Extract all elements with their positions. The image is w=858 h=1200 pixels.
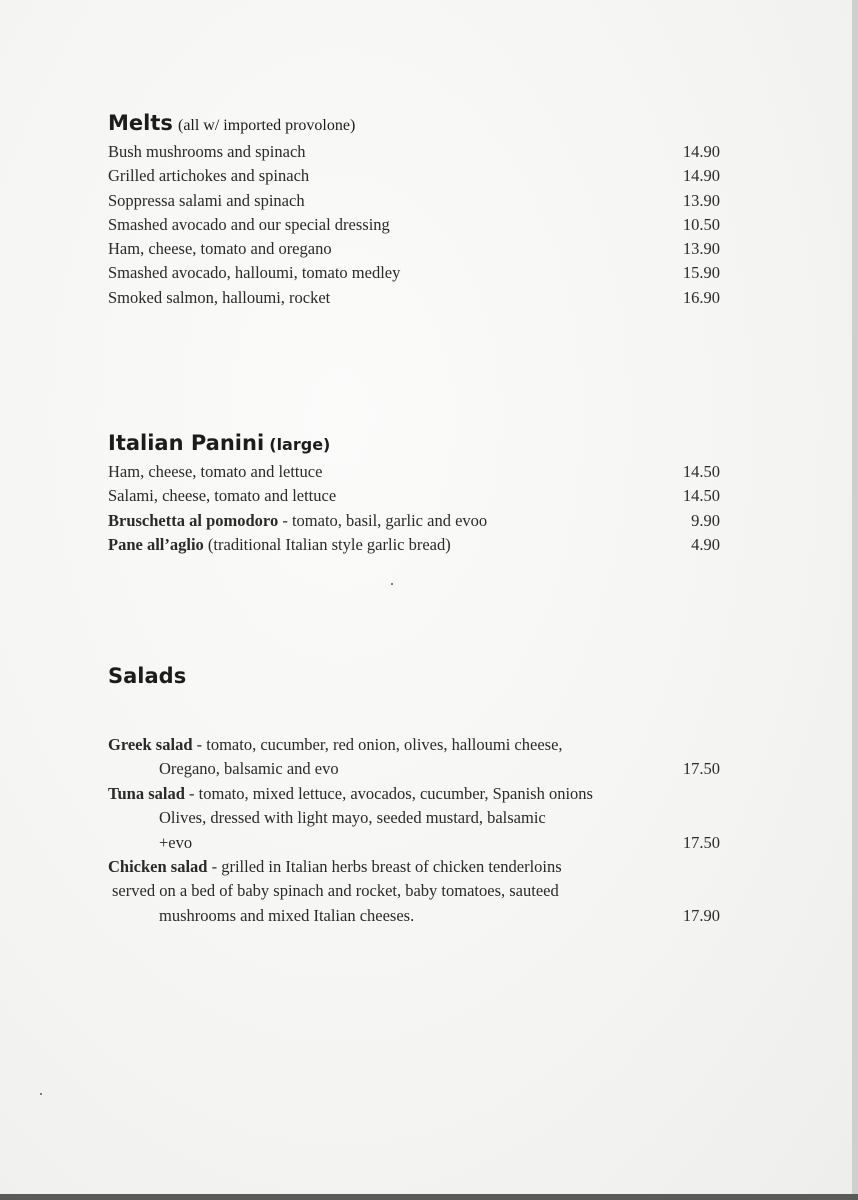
salads-title: Salads: [108, 664, 187, 688]
melts-heading: [108, 108, 720, 138]
menu-item: [108, 533, 720, 557]
item-price: 14.50: [682, 462, 720, 481]
salad-line-1: [108, 733, 720, 757]
item-description-end: mushrooms and mixed Italian cheeses.: [159, 905, 415, 925]
item-name: [108, 535, 451, 554]
item-price: 9.90: [691, 510, 720, 530]
item-description-end: +evo: [159, 832, 193, 852]
menu-item: [108, 460, 720, 484]
item-description: - tomato, cucumber, red onion, olives, halloumi cheese,: [192, 735, 563, 754]
menu-item: [108, 484, 720, 508]
item-name: Smashed avocado and our special dressing: [108, 214, 390, 234]
menu-item: [108, 237, 720, 261]
item-price: 16.90: [682, 287, 720, 307]
item-description: Ham, cheese, tomato and lettuce: [108, 462, 323, 481]
item-name: [108, 486, 336, 505]
salads-heading: [108, 661, 720, 691]
paper-speck: [391, 583, 393, 585]
salad-line-3: [108, 904, 720, 928]
item-description-cont: Olives, dressed with light mayo, seeded mustard, balsamic: [159, 808, 546, 828]
salad-line-2: [108, 757, 720, 781]
item-description: Salami, cheese, tomato and lettuce: [108, 486, 337, 506]
melts-section: [108, 108, 720, 310]
item-price: 15.90: [682, 263, 720, 283]
item-description-cont: Oregano, balsamic and evo: [159, 759, 339, 779]
paper-speck: [40, 1093, 42, 1095]
item-bold-name: Pane all’aglio: [108, 534, 204, 554]
item-bold-name: Bruschetta al pomodoro: [108, 510, 279, 530]
menu-item: [108, 286, 720, 310]
menu-item: [108, 140, 720, 164]
item-description: - grilled in Italian herbs breast of chicken tenderloins: [207, 856, 562, 876]
salad-line-1: [108, 855, 720, 879]
item-bold-name: Tuna salad: [108, 783, 185, 803]
item-price: 14.50: [682, 486, 720, 506]
menu-item: [108, 213, 720, 237]
melts-note: (all w/ imported provolone): [177, 117, 356, 134]
panini-list: [108, 460, 720, 557]
menu-item: [108, 189, 720, 213]
salad-line-2: [108, 879, 720, 903]
page-bottom-edge: [0, 1194, 858, 1200]
item-name: Bush mushrooms and spinach: [108, 142, 306, 161]
melts-list: [108, 140, 720, 310]
salads-section: [108, 661, 720, 928]
menu-item: [108, 509, 720, 533]
page-shadow-edge: [852, 0, 858, 1200]
item-price: 13.90: [682, 239, 720, 259]
item-price: 17.50: [682, 832, 720, 852]
panini-note: (large): [269, 435, 331, 454]
item-price: 4.90: [691, 534, 720, 554]
item-description: - tomato, mixed lettuce, avocados, cucumber, Spanish onions: [184, 783, 593, 803]
item-description-cont: served on a bed of baby spinach and rocket, baby tomatoes, sauteed: [112, 881, 559, 901]
item-name: Smoked salmon, halloumi, rocket: [108, 287, 331, 307]
salad-line-2: [108, 806, 720, 830]
item-price: 10.50: [682, 214, 720, 234]
item-description: (traditional Italian style garlic bread): [203, 534, 451, 554]
item-price: 14.90: [682, 142, 720, 161]
item-name: Soppressa salami and spinach: [108, 190, 305, 210]
menu-item: [108, 782, 720, 855]
item-price: 17.50: [682, 759, 720, 779]
panini-section: [108, 428, 720, 557]
panini-heading: [108, 428, 720, 458]
menu-item: [108, 855, 720, 928]
menu-item: [108, 261, 720, 285]
salad-line-1: [108, 782, 720, 806]
item-description: - tomato, basil, garlic and evoo: [278, 510, 488, 530]
item-name: [108, 511, 487, 530]
item-price: 14.90: [682, 166, 720, 186]
item-name: Ham, cheese, tomato and oregano: [108, 239, 332, 259]
item-name: Smashed avocado, halloumi, tomato medley: [108, 263, 401, 283]
menu-item: [108, 164, 720, 188]
panini-title: Italian Panini: [108, 431, 265, 455]
item-name: Grilled artichokes and spinach: [108, 166, 310, 186]
item-name: [108, 462, 322, 481]
salad-line-3: [108, 831, 720, 855]
salads-list: [108, 733, 720, 928]
menu-item: [108, 733, 720, 782]
item-bold-name: Greek salad: [108, 735, 193, 754]
item-price: 13.90: [682, 190, 720, 210]
item-bold-name: Chicken salad: [108, 856, 208, 876]
melts-title: Melts: [108, 111, 173, 135]
item-price: 17.90: [682, 905, 720, 925]
